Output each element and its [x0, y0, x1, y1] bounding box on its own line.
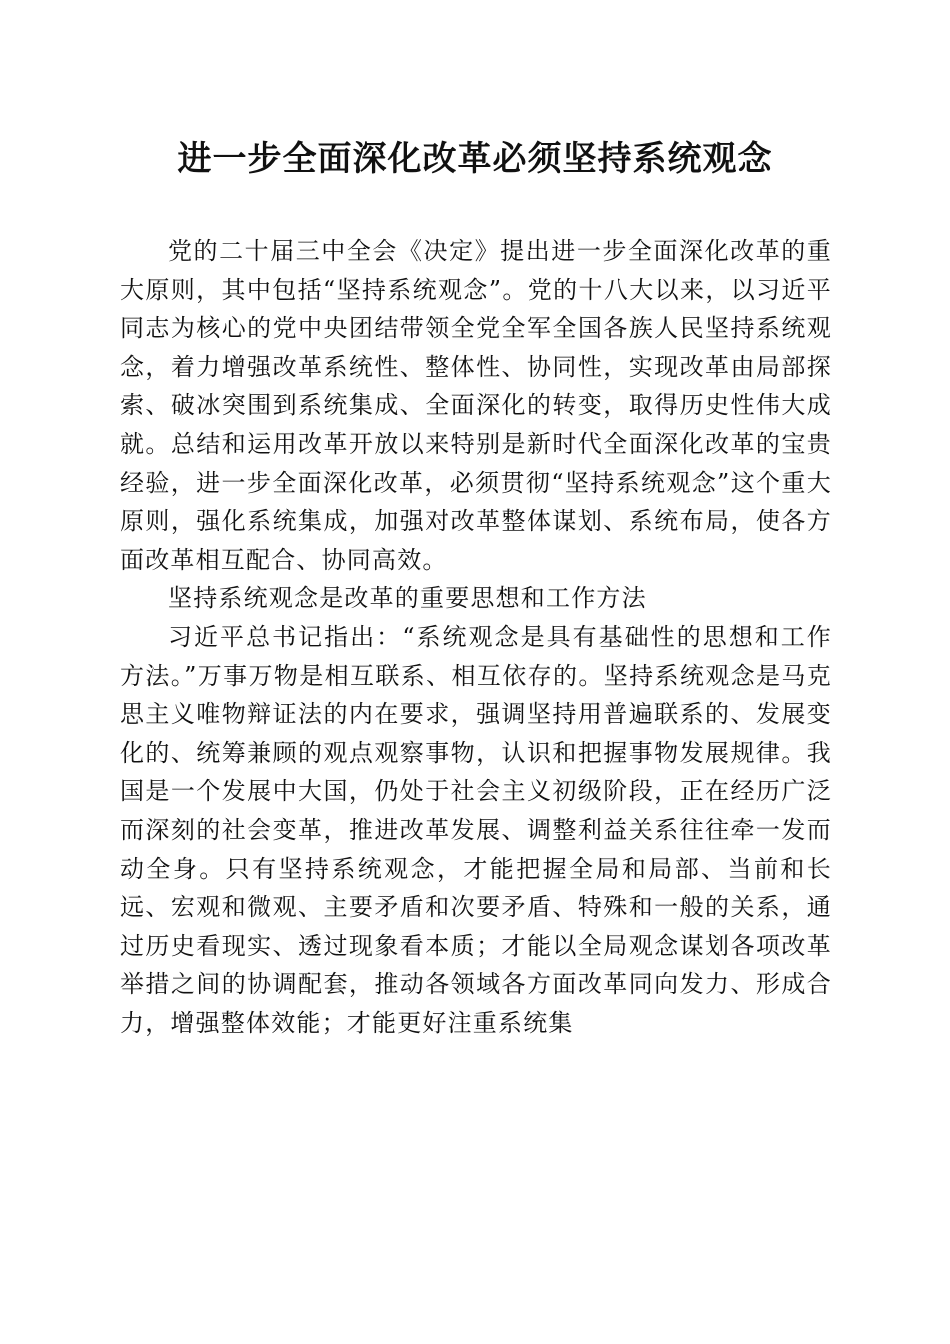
intro-paragraph: 党的二十届三中全会《决定》提出进一步全面深化改革的重大原则，其中包括“坚持系统观念”。党的十八大以来，以习近平同志为核心的党中央团结带领全党全军全国各族人民坚持系统观念，着力增强改革系统性、整体性、协同性，实现改革由局部探索、破冰突围到系统集成、全面深化的转变，取得历史性伟大成就。总结和运用改革开放以来特别是新时代全面深化改革的宝贵经验，进一步全面深化改革，必须贯彻“坚持系统观念”这个重大原则，强化系统集成，加强对改革整体谋划、系统布局，使各方面改革相互配合、协同高效。	[120, 237, 832, 574]
section-paragraph: 习近平总书记指出：“系统观念是具有基础性的思想和工作方法。”万事万物是相互联系、相互依存的。坚持系统观念是马克思主义唯物辩证法的内在要求，强调坚持用普遍联系的、发展变化的、统筹兼顾的观点观察事物，认识和把握事物发展规律。我国是一个发展中大国，仍处于社会主义初级阶段，正在经历广泛而深刻的社会变革，推进改革发展、调整利益关系往往牵一发而动全身。只有坚持系统观念，才能把握全局和局部、当前和长远、宏观和微观、主要矛盾和次要矛盾、特殊和一般的关系，通过历史看现实、透过现象看本质；才能以全局观念谋划各项改革举措之间的协调配套，推动各领域各方面改革同向发力、形成合力，增强整体效能；才能更好注重系统集	[120, 622, 832, 1037]
document-body	[120, 232, 832, 1042]
document-title: 进一步全面深化改革必须坚持系统观念	[177, 139, 773, 179]
section-heading: 坚持系统观念是改革的重要思想和工作方法	[168, 584, 647, 613]
